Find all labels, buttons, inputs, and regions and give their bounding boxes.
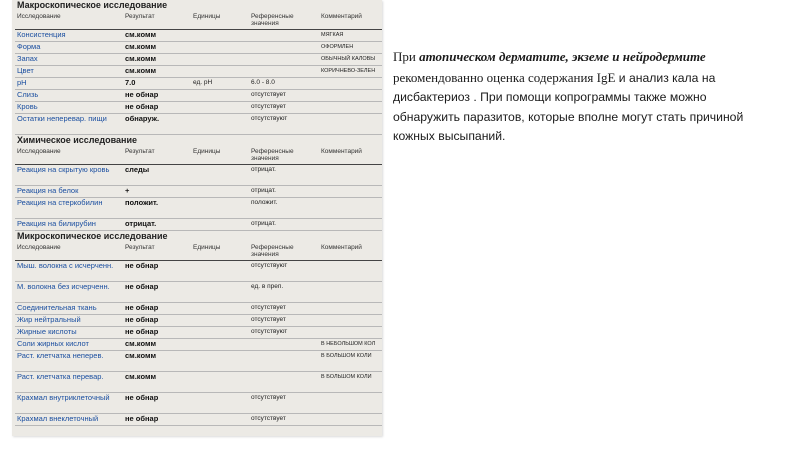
test-reference: отсутствует — [251, 316, 286, 323]
test-reference: ед. в преп. — [251, 283, 284, 290]
column-header-name: Исследование — [17, 13, 61, 20]
section-title: Макроскопическое исследование — [17, 0, 168, 10]
note-recommend: рекомендованно оценка содержания IgE — [393, 69, 616, 85]
note-emphasis: атопическом дерматите, экземе и нейродермите — [419, 49, 706, 64]
column-header-name: Исследование — [17, 244, 61, 251]
test-name[interactable]: Раст. клетчатка неперев. — [17, 351, 104, 360]
column-header-result: Результат — [125, 244, 155, 251]
section-title: Химическое исследование — [17, 135, 137, 145]
test-reference: отрицат. — [251, 166, 276, 173]
table-row — [15, 114, 382, 135]
test-reference: отсутствуют — [251, 328, 288, 335]
test-name[interactable]: Мыш. волокна с исчерченн. — [17, 261, 114, 270]
test-result: не обнар — [125, 102, 159, 111]
column-header-row — [15, 242, 382, 261]
test-name[interactable]: Реакция на белок — [17, 186, 79, 195]
test-name[interactable]: Запах — [17, 54, 38, 63]
test-result: см.комм — [125, 54, 157, 63]
lab-report-image — [12, 0, 382, 436]
column-header-units: Единицы — [193, 244, 221, 251]
table-row — [15, 102, 382, 114]
test-result: см.комм — [125, 30, 157, 39]
column-header-name: Исследование — [17, 148, 61, 155]
test-name[interactable]: Цвет — [17, 66, 34, 75]
column-header-units: Единицы — [193, 148, 221, 155]
test-reference: отсутствуют — [251, 115, 288, 122]
test-name[interactable]: Раст. клетчатка перевар. — [17, 372, 104, 381]
test-comment: КОРИЧНЕВО-ЗЕЛЕН — [321, 68, 376, 74]
table-row — [15, 414, 382, 426]
test-reference: отсутствует — [251, 304, 286, 311]
test-comment: В БОЛЬШОМ КОЛИ — [321, 374, 372, 380]
test-reference: отсутствует — [251, 394, 286, 401]
test-name[interactable]: Остатки неперевар. пищи — [17, 114, 107, 123]
test-result: + — [125, 186, 130, 195]
test-comment: ОФОРМЛЕН — [321, 44, 354, 50]
test-result: не обнар — [125, 261, 159, 270]
test-result: не обнар — [125, 414, 159, 423]
test-name[interactable]: Жир нейтральный — [17, 315, 81, 324]
note-lead: При — [393, 49, 420, 64]
test-name[interactable]: Крахмал внеклеточный — [17, 414, 99, 423]
column-header-result: Результат — [125, 13, 155, 20]
test-result: см.комм — [125, 351, 157, 360]
test-name[interactable]: Соли жирных кислот — [17, 339, 89, 348]
test-result: не обнар — [125, 315, 159, 324]
test-name[interactable]: М. волокна без исчерченн. — [17, 282, 110, 291]
table-row — [15, 165, 382, 186]
column-header-ref: Референсные значения — [251, 13, 294, 27]
test-result: см.комм — [125, 339, 157, 348]
table-row — [15, 339, 382, 351]
test-reference: отсутствует — [251, 103, 286, 110]
test-comment: МЯГКАЯ — [321, 32, 344, 38]
note-rest: и анализ кала на дисбактериоз . При помощи копрограммы также можно обнаружить паразитов, которые вполне могут стать причиной кожных высыпаний. — [393, 70, 744, 143]
table-row — [15, 90, 382, 102]
table-row — [15, 54, 382, 66]
table-row — [15, 315, 382, 327]
test-result: следы — [125, 165, 150, 174]
test-reference: отсутствует — [251, 91, 286, 98]
test-result: не обнар — [125, 303, 159, 312]
test-reference: отсутствуют — [251, 262, 288, 269]
test-units: ед. pH — [193, 79, 213, 86]
test-result: не обнар — [125, 282, 159, 291]
column-header-units: Единицы — [193, 13, 221, 20]
table-row — [15, 351, 382, 372]
test-name[interactable]: Форма — [17, 42, 41, 51]
column-header-result: Результат — [125, 148, 155, 155]
test-result: см.комм — [125, 66, 157, 75]
column-header-comment: Комментарий — [321, 244, 362, 251]
table-row — [15, 282, 382, 303]
test-name[interactable]: Консистенция — [17, 30, 66, 39]
note-paragraph — [393, 47, 773, 147]
table-row — [15, 30, 382, 42]
test-reference: отрицат. — [251, 187, 276, 194]
test-reference: 6.0 - 8.0 — [251, 79, 275, 86]
table-row — [15, 42, 382, 54]
test-result: не обнар — [125, 393, 159, 402]
test-name[interactable]: Кровь — [17, 102, 38, 111]
test-name[interactable]: Реакция на скрытую кровь — [17, 165, 110, 174]
table-row — [15, 372, 382, 393]
column-header-comment: Комментарий — [321, 148, 362, 155]
test-reference: отрицат. — [251, 220, 276, 227]
test-name[interactable]: Жирные кислоты — [17, 327, 77, 336]
test-result: см.комм — [125, 42, 157, 51]
table-row — [15, 198, 382, 219]
test-reference: отсутствует — [251, 415, 286, 422]
column-header-row — [15, 11, 382, 30]
table-row — [15, 186, 382, 198]
lab-report-table — [15, 0, 382, 426]
test-name[interactable]: Реакция на стеркобилин — [17, 198, 103, 207]
test-result: положит. — [125, 198, 159, 207]
section-title: Микроскопическое исследование — [17, 231, 168, 241]
test-result: не обнар — [125, 90, 159, 99]
test-reference: положит. — [251, 199, 278, 206]
test-comment: В БОЛЬШОМ КОЛИ — [321, 353, 372, 359]
column-header-ref: Референсные значения — [251, 244, 294, 258]
table-row — [15, 78, 382, 90]
test-result: отрицат. — [125, 219, 157, 228]
test-comment: В НЕБОЛЬШОМ КОЛ — [321, 341, 376, 347]
table-row — [15, 219, 382, 231]
table-row — [15, 261, 382, 282]
test-name[interactable]: Слизь — [17, 90, 39, 99]
test-result: обнаруж. — [125, 114, 160, 123]
test-result: не обнар — [125, 327, 159, 336]
test-comment: ОБЫЧНЫЙ КАЛОВЫ — [321, 56, 376, 62]
column-header-comment: Комментарий — [321, 13, 362, 20]
test-name[interactable]: Реакция на билирубин — [17, 219, 96, 228]
column-header-row — [15, 146, 382, 165]
column-header-ref: Референсные значения — [251, 148, 294, 162]
test-result: 7.0 — [125, 78, 136, 87]
table-row — [15, 393, 382, 414]
test-name[interactable]: pH — [17, 78, 27, 87]
test-result: см.комм — [125, 372, 157, 381]
table-row — [15, 66, 382, 78]
test-name[interactable]: Соединительная ткань — [17, 303, 97, 312]
table-row — [15, 303, 382, 315]
test-name[interactable]: Крахмал внутриклеточный — [17, 393, 110, 402]
table-row — [15, 327, 382, 339]
